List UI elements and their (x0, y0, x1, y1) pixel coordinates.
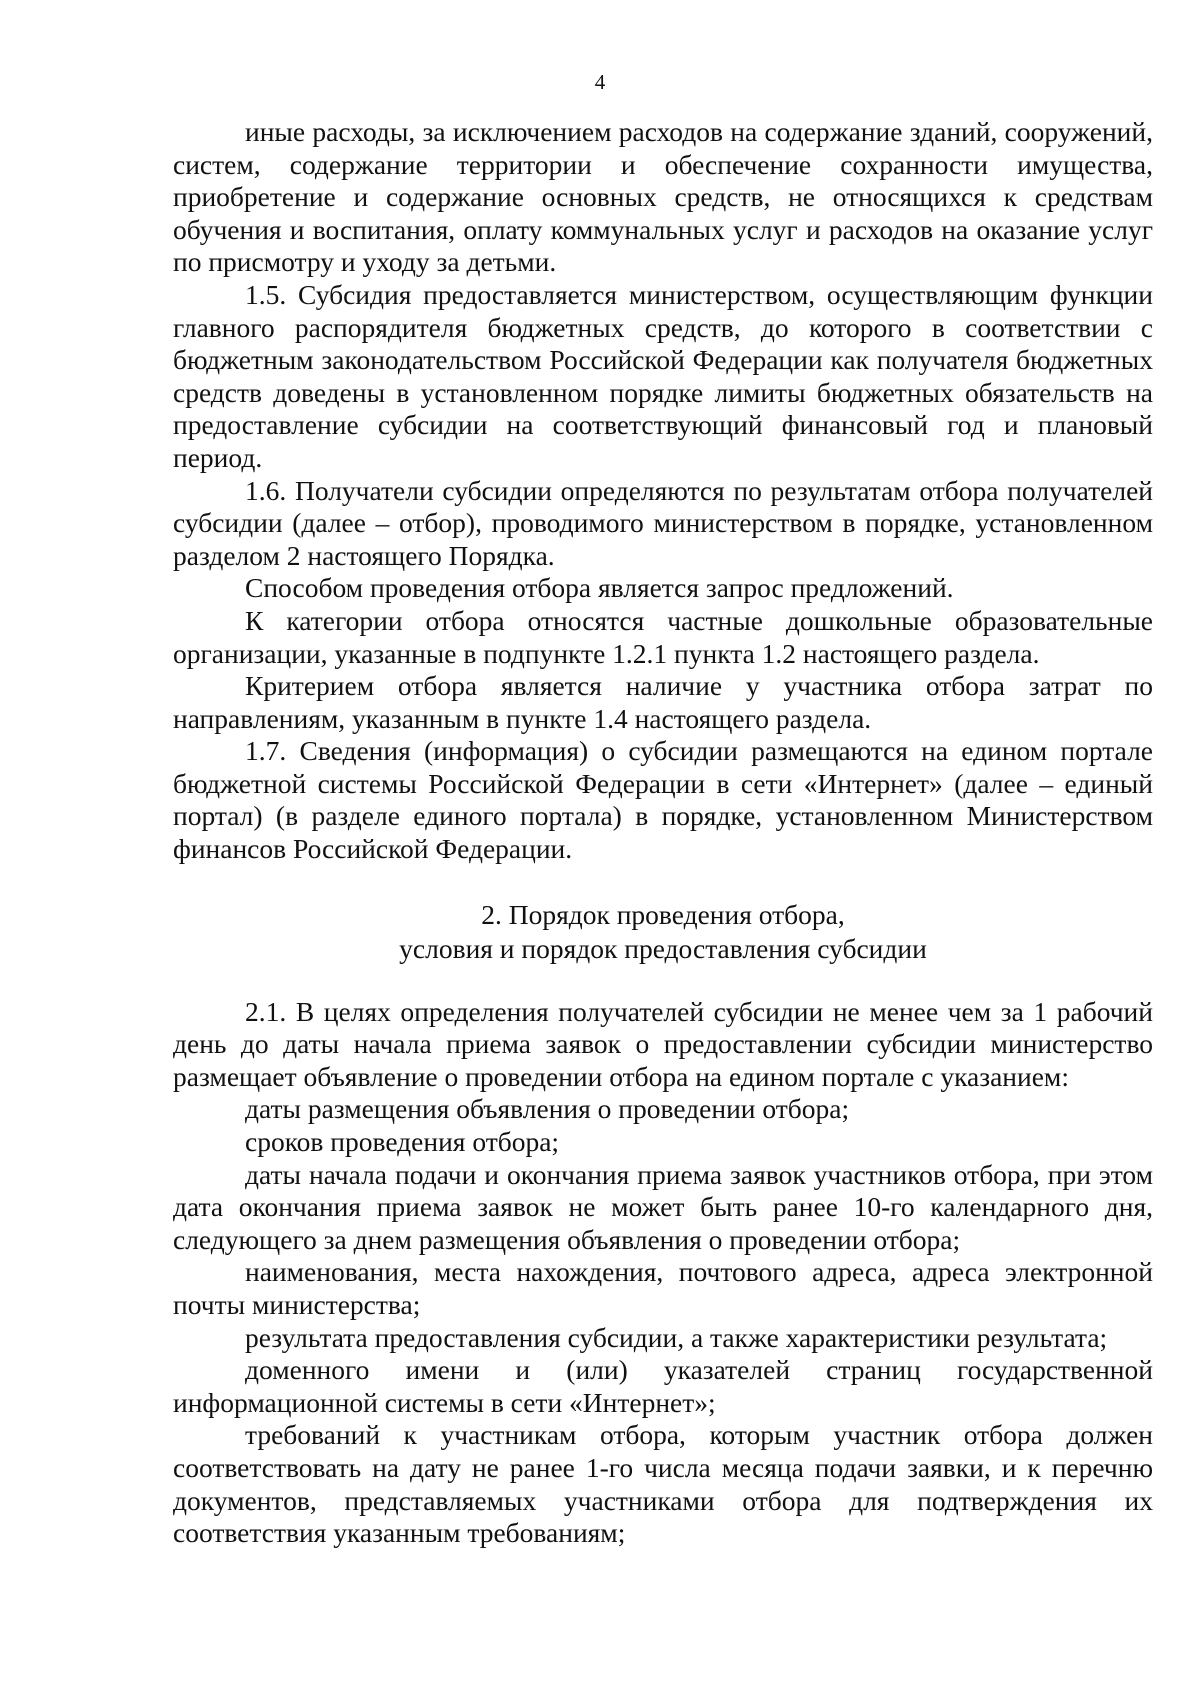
paragraph-selection-category: К категории отбора относятся частные дошкольные образовательные организации, указанные в подпункте 1.2.1 пункта 1.2 настоящего раздела. (173, 604, 1153, 669)
list-item-announcement-date: даты размещения объявления о проведении отбора; (245, 1093, 850, 1125)
list-item-application-dates: даты начала подачи и окончания приема заявок участников отбора, при этом дата окончания приема заявок не может быть ранее 10-го календарного дня, следующего за днем размещения объявления о проведении отбора; (173, 1158, 1153, 1255)
document-body (173, 116, 1153, 1550)
section-heading-line-2: условия и порядок предоставления субсидии (399, 932, 927, 964)
paragraph-other-expenses: иные расходы, за исключением расходов на содержание зданий, сооружений, систем, содержание территории и обеспечение сохранности имущества, приобретение и содержание основных средств, не относящихся к средствам обучения и воспитания, оплату коммунальных услуг и расходов на оказание услуг по присмотру и уходу за детьми. (173, 116, 1153, 278)
list-item-domain-name: доменного имени и (или) указателей страниц государственной информационной системы в сети «Интернет»; (173, 1354, 1153, 1418)
list-item-ministry-contacts: наименования, места нахождения, почтового адреса, адреса электронной почты министерства; (173, 1256, 1153, 1320)
section-heading (173, 898, 1153, 966)
list-item-selection-terms: сроков проведения отбора; (245, 1126, 560, 1158)
paragraph-selection-method: Способом проведения отбора является запрос предложений. (245, 572, 954, 604)
list-item-participant-requirements: требований к участникам отбора, которым участник отбора должен соответствовать на дату не ранее 1-го числа месяца подачи заявки, и к перечню документов, представляемых участниками отбора для подтверждения их соответствия указанным требованиям; (173, 1419, 1153, 1549)
paragraph-1-5: 1.5. Субсидия предоставляется министерством, осуществляющим функции главного распорядителя бюджетных средств, до которого в соответствии с бюджетным законодательством Российской Федерации как получателя бюджетных средств доведены в установленном порядке лимиты бюджетных обязательств на предоставление субсидии на соответствующий финансовый год и плановый период. (173, 278, 1153, 473)
paragraph-1-7: 1.7. Сведения (информация) о субсидии размещаются на едином портале бюджетной системы Российской Федерации в сети «Интернет» (далее – единый портал) (в разделе единого портала) в порядке, установленном Министерством финансов Российской Федерации. (173, 735, 1153, 865)
list-item-subsidy-result: результата предоставления субсидии, а также характеристики результата; (245, 1321, 1108, 1353)
paragraph-1-6: 1.6. Получатели субсидии определяются по результатам отбора получателей субсидии (далее – отбор), проводимого министерством в порядке, установленном разделом 2 настоящего Порядка. (173, 474, 1153, 571)
section-heading-line-1: 2. Порядок проведения отбора, (481, 898, 845, 930)
paragraph-selection-criterion: Критерием отбора является наличие у участника отбора затрат по направлениям, указанным в пункте 1.4 настоящего раздела. (173, 670, 1153, 734)
page-number: 4 (594, 70, 606, 94)
paragraph-2-1: 2.1. В целях определения получателей субсидии не менее чем за 1 рабочий день до даты начала приема заявок о предоставлении субсидии министерство размещает объявление о проведении отбора на едином портале с указанием: (173, 995, 1153, 1092)
